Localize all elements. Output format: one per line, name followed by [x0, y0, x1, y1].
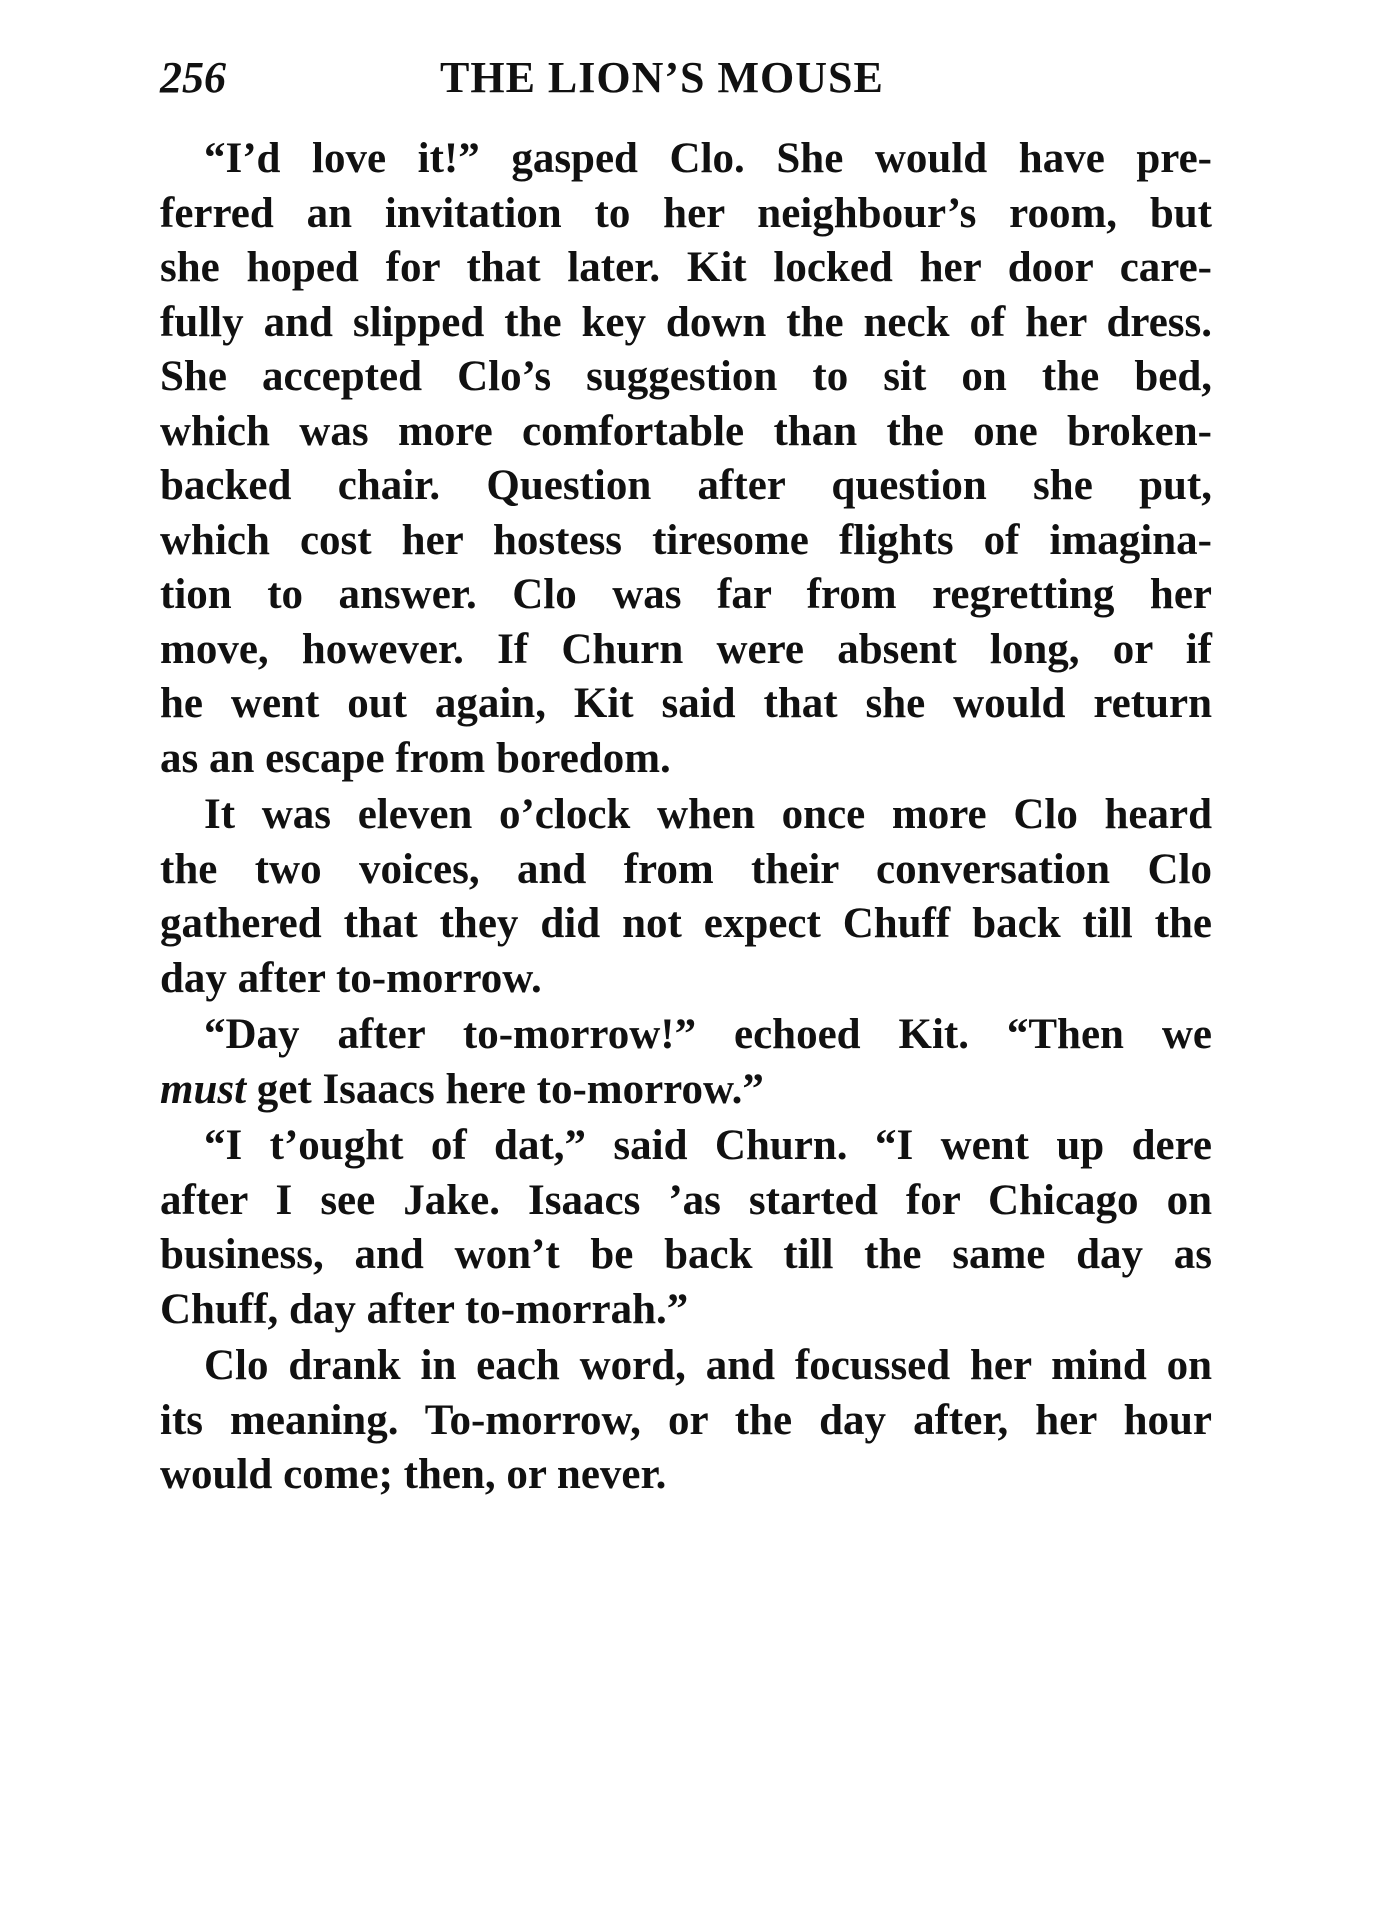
text-line: It was eleven o’clock when once more Clo heard: [204, 791, 1212, 838]
text-line: tion to answer. Clo was far from regretting her: [160, 571, 1212, 618]
page-number: 256: [160, 53, 226, 102]
text-line: would come; then, or never.: [160, 1451, 667, 1498]
text-line: move, however. If Churn were absent long, or if: [160, 625, 1212, 673]
text-line-rest: get Isaacs here to-morrow.”: [246, 1065, 764, 1113]
body-text: [160, 132, 1212, 1505]
text-line: after I see Jake. Isaacs ’as started for Chicago on: [160, 1176, 1212, 1224]
text-line: backed chair. Question after question she put,: [160, 462, 1212, 509]
text-line: the two voices, and from their conversation Clo: [160, 845, 1212, 893]
paragraph-2: [160, 788, 1212, 1006]
paragraph-1: [160, 132, 1212, 786]
text-line: “I t’ought of dat,” said Churn. “I went up dere: [204, 1122, 1212, 1169]
text-line-with-emphasis: [160, 1063, 1212, 1118]
emphasized-word: must: [160, 1065, 247, 1113]
page-header: [160, 52, 1210, 112]
running-head: THE LION’S MOUSE: [440, 53, 884, 102]
text-line: its meaning. To-morrow, or the day after, her hour: [160, 1396, 1212, 1444]
paragraph-4: [160, 1119, 1212, 1337]
text-line: ferred an invitation to her neighbour’s room, but: [160, 189, 1212, 237]
text-line: she hoped for that later. Kit locked her door care-: [160, 244, 1212, 291]
text-line: fully and slipped the key down the neck of her dress.: [160, 298, 1212, 346]
text-line: Clo drank in each word, and focussed her mind on: [204, 1342, 1212, 1389]
text-line: “I’d love it!” gasped Clo. She would have pre-: [204, 135, 1212, 182]
text-line: which cost her hostess tiresome flights of imagina-: [160, 516, 1212, 564]
text-line: business, and won’t be back till the same day as: [160, 1231, 1212, 1278]
text-line: gathered that they did not expect Chuff back till the: [160, 900, 1212, 947]
text-line: Chuff, day after to-morrah.”: [160, 1285, 689, 1333]
text-line: he went out again, Kit said that she would return: [160, 680, 1212, 727]
text-line: “Day after to-morrow!” echoed Kit. “Then we: [204, 1011, 1212, 1058]
paragraph-5: [160, 1339, 1212, 1503]
paragraph-3: [160, 1008, 1212, 1117]
text-line: which was more comfortable than the one broken-: [160, 407, 1212, 455]
text-line: She accepted Clo’s suggestion to sit on the bed,: [160, 353, 1212, 400]
text-line: day after to-morrow.: [160, 954, 542, 1002]
text-line: as an escape from boredom.: [160, 734, 671, 782]
